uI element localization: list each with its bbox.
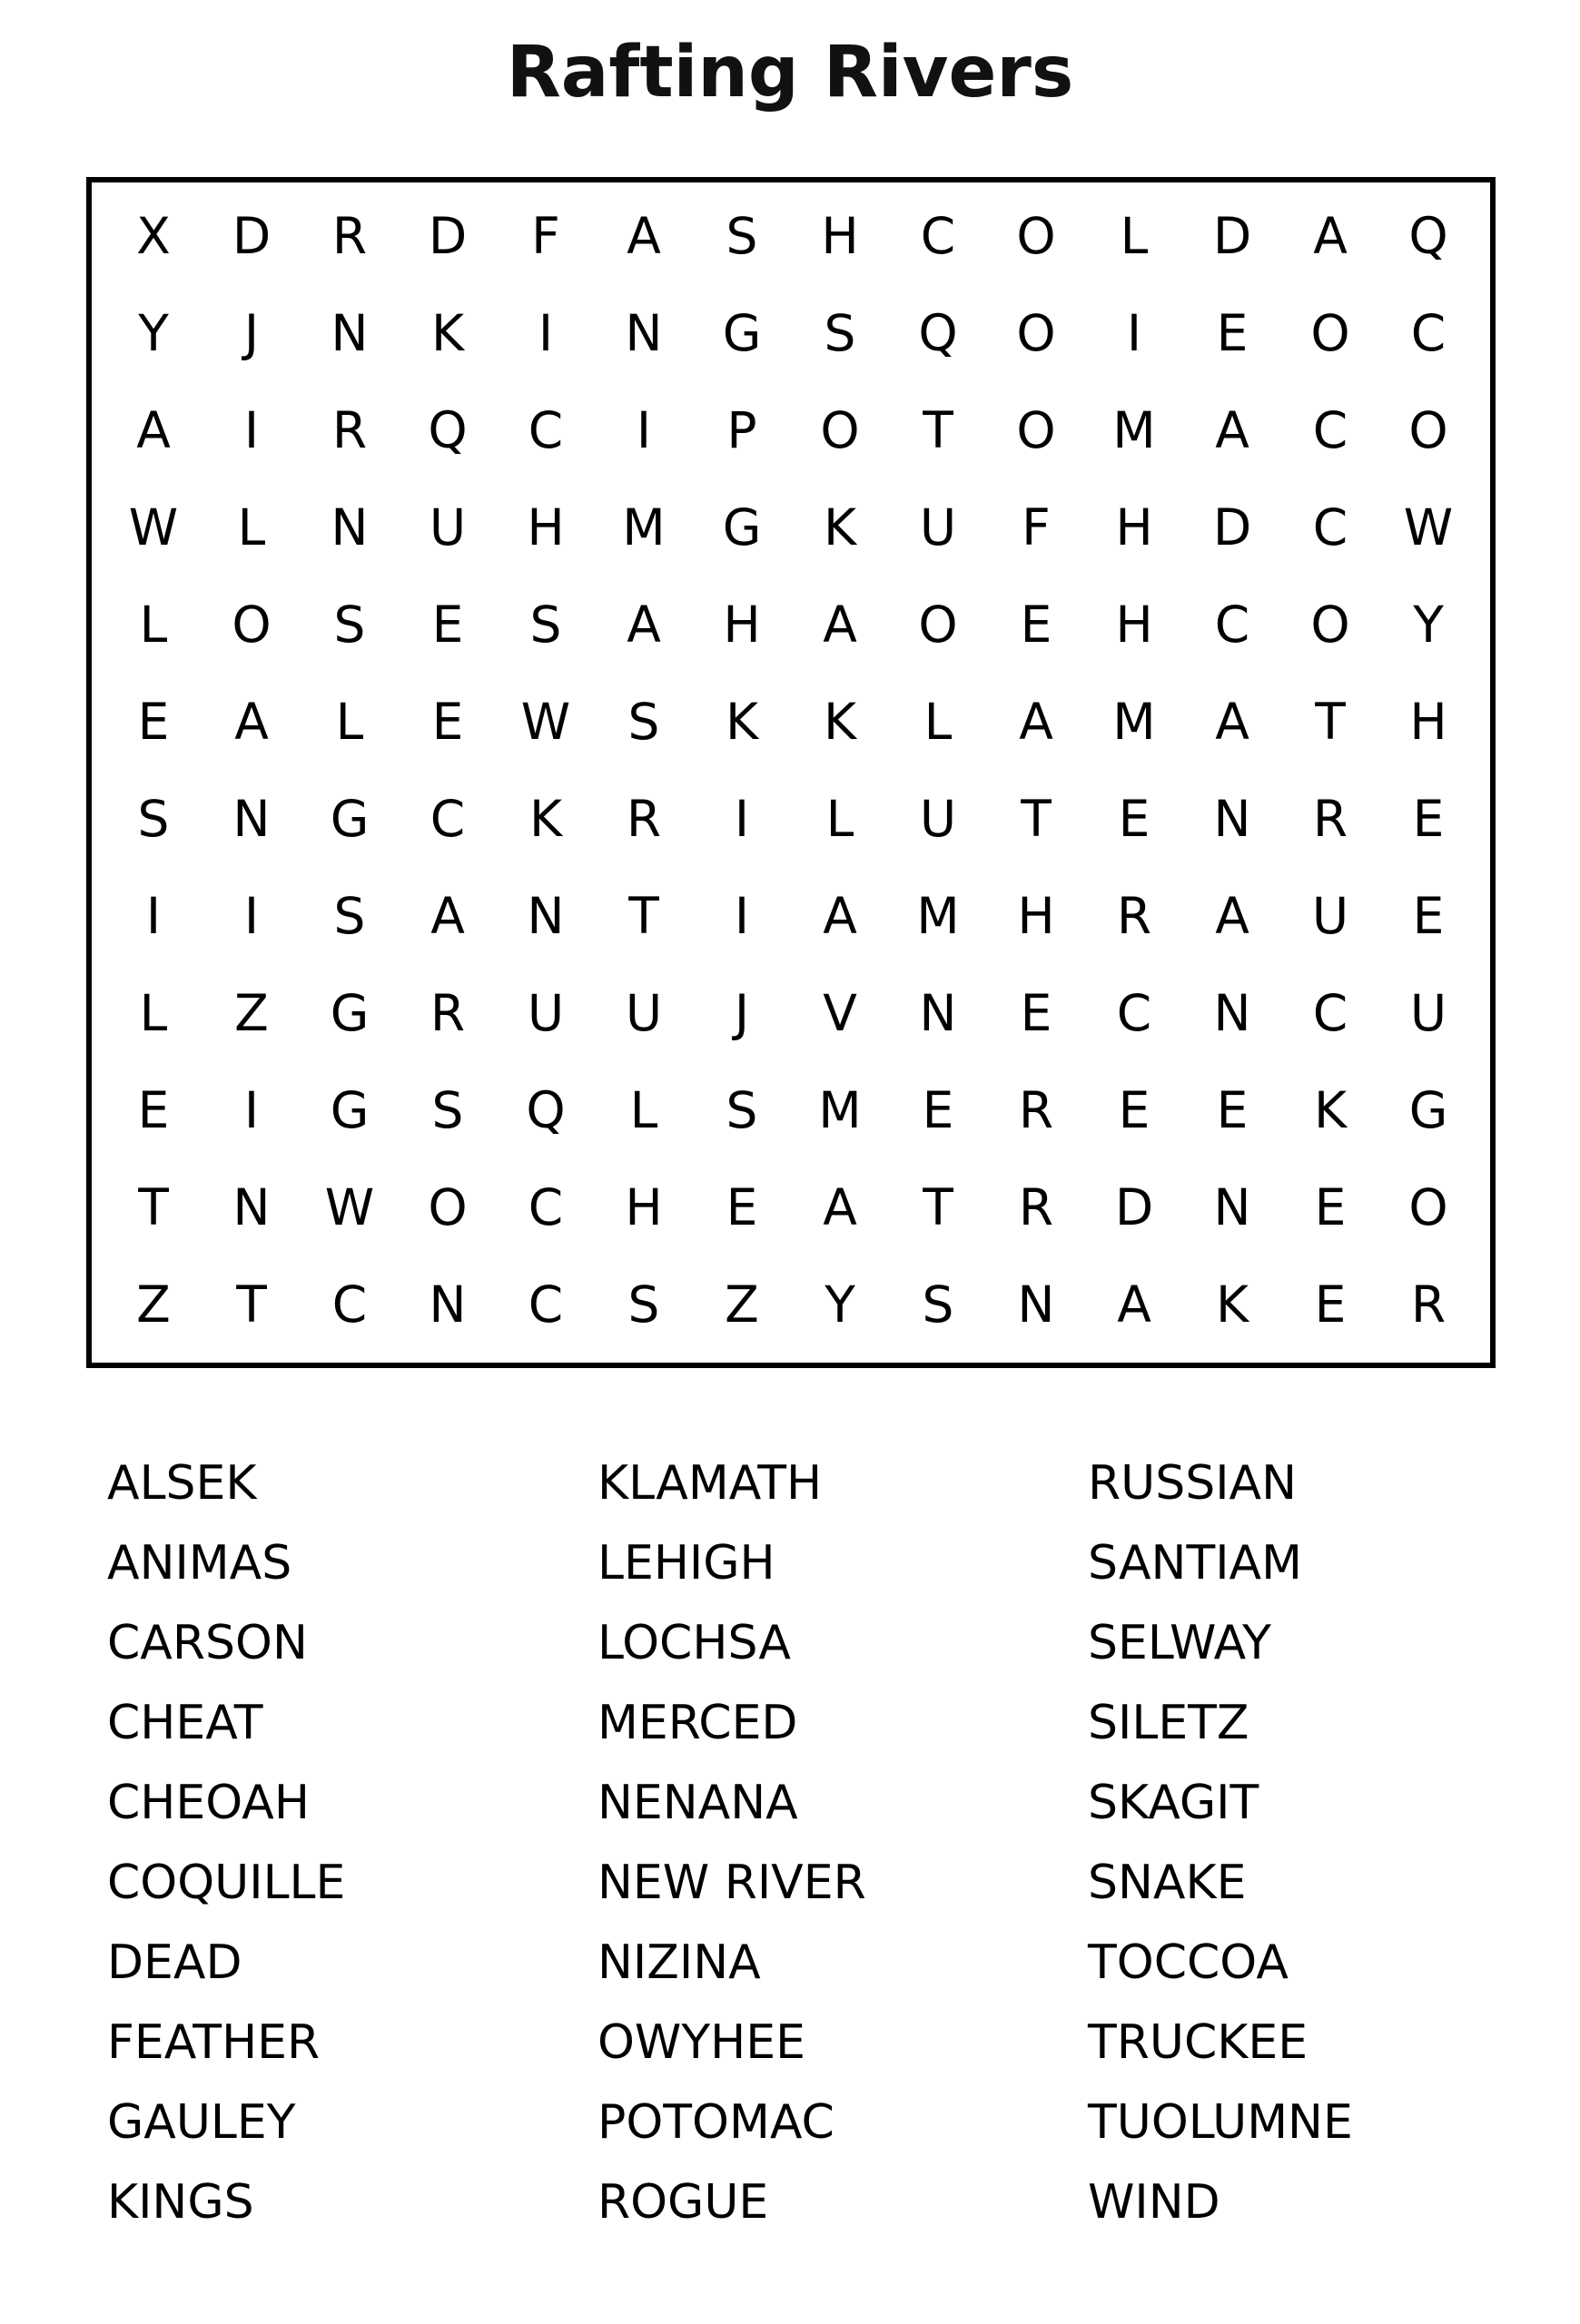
grid-cell: C <box>1116 984 1152 1042</box>
grid-cell: R <box>626 790 662 848</box>
grid-cell: Y <box>825 1275 855 1334</box>
grid-cell: R <box>331 401 368 459</box>
grid-cell: U <box>1311 887 1349 945</box>
grid-cell: L <box>139 984 168 1042</box>
grid-cell: G <box>722 304 762 362</box>
grid-cell: D <box>1114 1178 1154 1236</box>
grid-cell: I <box>734 887 750 945</box>
grid-cell: R <box>1018 1081 1054 1139</box>
grid-cell: R <box>1018 1178 1054 1236</box>
grid-cell: N <box>331 498 369 556</box>
grid-cell: I <box>734 790 750 848</box>
grid-cell: L <box>923 693 953 751</box>
word-list-item: KLAMATH <box>597 1456 823 1511</box>
word-list-item: GAULEY <box>107 2095 296 2150</box>
grid-cell: W <box>324 1178 375 1236</box>
grid-cell: D <box>232 207 272 265</box>
grid-cell: I <box>145 887 162 945</box>
grid-cell: E <box>1020 596 1052 654</box>
grid-cell: E <box>726 1178 758 1236</box>
grid-cell: N <box>232 1178 271 1236</box>
grid-cell: S <box>627 693 660 751</box>
word-list-item: CHEOAH <box>107 1776 310 1830</box>
grid-cell: O <box>232 596 272 654</box>
grid-cell: A <box>1215 401 1249 459</box>
letter-grid-border <box>86 177 1496 1368</box>
grid-cell: M <box>1112 401 1156 459</box>
grid-cell: E <box>1020 984 1052 1042</box>
grid-cell: I <box>1126 304 1142 362</box>
grid-cell: X <box>136 207 171 265</box>
grid-cell: D <box>428 207 468 265</box>
grid-cell: O <box>1016 304 1056 362</box>
grid-cell: F <box>1022 498 1051 556</box>
grid-cell: N <box>1213 790 1251 848</box>
grid-cell: K <box>1313 1081 1348 1139</box>
grid-cell: E <box>1216 1081 1249 1139</box>
grid-cell: I <box>243 887 260 945</box>
grid-cell: H <box>1115 596 1153 654</box>
grid-cell: E <box>1314 1275 1347 1334</box>
grid-cell: O <box>1408 1178 1448 1236</box>
grid-cell: L <box>1120 207 1149 265</box>
grid-cell: Z <box>136 1275 171 1334</box>
grid-cell: S <box>431 1081 464 1139</box>
grid-cell: S <box>726 1081 758 1139</box>
grid-cell: T <box>1021 790 1052 848</box>
grid-cell: S <box>922 1275 954 1334</box>
grid-cell: N <box>429 1275 467 1334</box>
grid-cell: A <box>627 596 661 654</box>
grid-cell: O <box>1310 304 1350 362</box>
grid-cell: L <box>335 693 364 751</box>
grid-cell: C <box>528 1178 564 1236</box>
grid-cell: S <box>824 304 856 362</box>
grid-cell: E <box>431 693 464 751</box>
grid-cell: T <box>1315 693 1346 751</box>
grid-cell: N <box>232 790 271 848</box>
grid-cell: Y <box>138 304 169 362</box>
grid-cell: U <box>625 984 663 1042</box>
word-list-item: SELWAY <box>1088 1616 1271 1670</box>
grid-cell: S <box>726 207 758 265</box>
grid-cell: P <box>726 401 757 459</box>
word-list-column <box>1088 1443 1487 2242</box>
grid-cell: A <box>1215 887 1249 945</box>
grid-cell: C <box>430 790 466 848</box>
grid-cell: A <box>234 693 269 751</box>
grid-cell: J <box>243 304 260 362</box>
word-list-item: MERCED <box>597 1696 798 1750</box>
grid-cell: I <box>243 401 260 459</box>
grid-cell: S <box>333 887 366 945</box>
grid-cell: E <box>1118 1081 1150 1139</box>
grid-cell: M <box>1112 693 1156 751</box>
grid-cell: K <box>1215 1275 1249 1334</box>
grid-cell: N <box>1213 984 1251 1042</box>
grid-cell: A <box>1019 693 1053 751</box>
grid-cell: C <box>528 401 564 459</box>
grid-cell: W <box>128 498 179 556</box>
word-list-item: TRUCKEE <box>1088 2015 1308 2070</box>
grid-cell: I <box>243 1081 260 1139</box>
grid-cell: E <box>137 693 170 751</box>
grid-cell: A <box>136 401 171 459</box>
grid-cell: G <box>330 984 370 1042</box>
word-list-item: ANIMAS <box>107 1536 292 1590</box>
grid-cell: Y <box>1413 596 1444 654</box>
grid-cell: S <box>333 596 366 654</box>
grid-cell: L <box>237 498 266 556</box>
grid-cell: D <box>1212 498 1252 556</box>
grid-cell: G <box>722 498 762 556</box>
grid-cell: K <box>430 304 465 362</box>
grid-cell: I <box>636 401 652 459</box>
letter-grid <box>92 182 1490 1363</box>
word-list-item: ALSEK <box>107 1456 257 1511</box>
grid-cell: T <box>923 401 953 459</box>
grid-cell: C <box>1312 984 1348 1042</box>
word-list-item: CHEAT <box>107 1696 263 1750</box>
grid-cell: A <box>823 887 857 945</box>
grid-cell: J <box>734 984 750 1042</box>
grid-cell: T <box>236 1275 267 1334</box>
grid-cell: Z <box>234 984 269 1042</box>
grid-cell: N <box>527 887 565 945</box>
grid-cell: C <box>1410 304 1447 362</box>
grid-cell: E <box>1216 304 1249 362</box>
grid-cell: N <box>919 984 957 1042</box>
grid-cell: N <box>331 304 369 362</box>
grid-cell: A <box>823 596 857 654</box>
grid-cell: A <box>627 207 661 265</box>
word-list-item: SANTIAM <box>1088 1536 1302 1590</box>
grid-cell: O <box>918 596 958 654</box>
word-list-item: KINGS <box>107 2175 254 2230</box>
grid-cell: W <box>520 693 571 751</box>
grid-cell: H <box>625 1178 663 1236</box>
grid-cell: G <box>330 1081 370 1139</box>
word-list-item: NEW RIVER <box>597 1856 866 1910</box>
word-list-item: ROGUE <box>597 2175 769 2230</box>
grid-cell: U <box>1409 984 1447 1042</box>
word-list-item: TUOLUMNE <box>1088 2095 1353 2150</box>
grid-cell: O <box>1408 401 1448 459</box>
grid-cell: C <box>920 207 956 265</box>
grid-cell: N <box>1213 1178 1251 1236</box>
word-list-item: SILETZ <box>1088 1696 1249 1750</box>
grid-cell: O <box>1016 207 1056 265</box>
grid-cell: K <box>528 790 563 848</box>
grid-cell: A <box>1313 207 1348 265</box>
grid-cell: U <box>919 790 957 848</box>
grid-cell: Q <box>1408 207 1448 265</box>
grid-cell: N <box>625 304 663 362</box>
word-list-item: COQUILLE <box>107 1856 346 1910</box>
grid-cell: H <box>723 596 761 654</box>
word-list-item: LOCHSA <box>597 1616 792 1670</box>
grid-cell: C <box>331 1275 368 1334</box>
grid-cell: H <box>1409 693 1447 751</box>
word-list-item: NENANA <box>597 1776 798 1830</box>
grid-cell: S <box>529 596 562 654</box>
grid-cell: H <box>821 207 859 265</box>
grid-cell: O <box>1310 596 1350 654</box>
word-list-item: CARSON <box>107 1616 308 1670</box>
grid-cell: F <box>531 207 560 265</box>
grid-cell: Q <box>428 401 468 459</box>
word-list-item: OWYHEE <box>597 2015 805 2070</box>
word-list-column <box>107 1443 597 2242</box>
grid-cell: Z <box>725 1275 759 1334</box>
grid-cell: O <box>428 1178 468 1236</box>
word-list-column <box>597 1443 1088 2242</box>
grid-cell: H <box>1115 498 1153 556</box>
grid-cell: E <box>922 1081 954 1139</box>
grid-cell: C <box>1214 596 1250 654</box>
grid-cell: E <box>1118 790 1150 848</box>
word-list-item: FEATHER <box>107 2015 321 2070</box>
grid-cell: Q <box>526 1081 566 1139</box>
grid-cell: G <box>1408 1081 1448 1139</box>
page-title: Rafting Rivers <box>506 32 1074 113</box>
grid-cell: R <box>1116 887 1152 945</box>
grid-cell: U <box>919 498 957 556</box>
grid-cell: H <box>527 498 565 556</box>
grid-cell: H <box>1017 887 1055 945</box>
word-list-item: DEAD <box>107 1935 242 1990</box>
grid-cell: E <box>431 596 464 654</box>
grid-cell: R <box>331 207 368 265</box>
grid-cell: T <box>923 1178 953 1236</box>
grid-cell: L <box>825 790 854 848</box>
word-list-item: LEHIGH <box>597 1536 775 1590</box>
grid-cell: G <box>330 790 370 848</box>
grid-cell: O <box>820 401 860 459</box>
grid-cell: R <box>430 984 466 1042</box>
grid-cell: S <box>137 790 170 848</box>
grid-cell: E <box>1314 1178 1347 1236</box>
grid-cell: S <box>627 1275 660 1334</box>
grid-cell: E <box>1412 790 1445 848</box>
grid-cell: T <box>138 1178 169 1236</box>
grid-cell: M <box>916 887 960 945</box>
word-list-item: SKAGIT <box>1088 1776 1259 1830</box>
grid-cell: C <box>1312 498 1348 556</box>
grid-cell: W <box>1403 498 1454 556</box>
grid-cell: M <box>622 498 666 556</box>
grid-cell: E <box>137 1081 170 1139</box>
grid-cell: U <box>429 498 467 556</box>
grid-cell: E <box>1412 887 1445 945</box>
grid-cell: I <box>538 304 554 362</box>
grid-cell: V <box>823 984 857 1042</box>
word-list-item: TOCCOA <box>1088 1935 1289 1990</box>
word-list <box>107 1443 1487 2242</box>
grid-cell: D <box>1212 207 1252 265</box>
grid-cell: N <box>1017 1275 1055 1334</box>
grid-cell: Q <box>918 304 958 362</box>
grid-cell: K <box>823 498 857 556</box>
grid-cell: O <box>1016 401 1056 459</box>
word-list-item: NIZINA <box>597 1935 761 1990</box>
grid-cell: T <box>628 887 659 945</box>
word-list-item: SNAKE <box>1088 1856 1247 1910</box>
grid-cell: U <box>527 984 565 1042</box>
grid-cell: A <box>430 887 465 945</box>
grid-cell: A <box>823 1178 857 1236</box>
word-list-item: POTOMAC <box>597 2095 834 2150</box>
grid-cell: R <box>1410 1275 1447 1334</box>
grid-cell: K <box>823 693 857 751</box>
word-list-item: WIND <box>1088 2175 1220 2230</box>
grid-cell: L <box>139 596 168 654</box>
grid-cell: C <box>1312 401 1348 459</box>
grid-cell: L <box>629 1081 658 1139</box>
grid-cell: A <box>1117 1275 1151 1334</box>
grid-cell: A <box>1215 693 1249 751</box>
grid-cell: R <box>1312 790 1348 848</box>
grid-cell: C <box>528 1275 564 1334</box>
grid-cell: M <box>818 1081 862 1139</box>
grid-cell: K <box>725 693 759 751</box>
word-list-item: RUSSIAN <box>1088 1456 1298 1511</box>
